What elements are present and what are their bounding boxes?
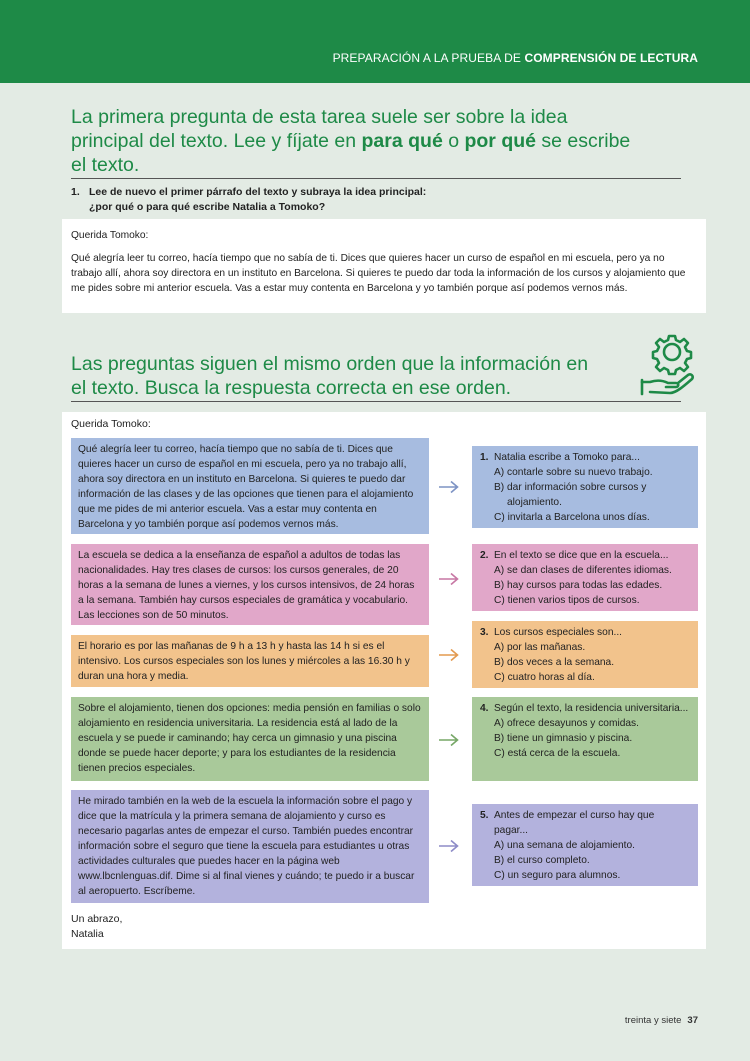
tip1-bold-por-que: por qué — [464, 130, 536, 152]
question-3 — [472, 621, 698, 688]
letter-paragraph-2: La escuela se dedica a la enseñanza de español a adultos de todas las nacionalidades. Hay tres clases de cursos: los cursos generales, de 20 horas a la semana de lunes a viernes, y los cursos intensivos, de 24 horas a la semana. También hay cursos especiales de gramática y vocabulario. Las lecciones son de 50 minutos. — [71, 544, 429, 625]
arrow-right-icon — [438, 648, 460, 662]
question-1 — [472, 446, 698, 528]
question-number: 4. — [480, 703, 489, 714]
option-b-continued: alojamiento. — [507, 497, 562, 508]
question-2 — [472, 544, 698, 611]
option-c[interactable]: C) está cerca de la escuela. — [494, 748, 621, 759]
option-c[interactable]: C) invitarla a Barcelona unos días. — [494, 512, 650, 523]
page-number-words: treinta y siete — [624, 1015, 682, 1026]
question-stem: Natalia escribe a Tomoko para... — [494, 452, 640, 463]
page-footer — [625, 1015, 698, 1026]
option-a[interactable]: A) contarle sobre su nuevo trabajo. — [494, 467, 653, 478]
question-4 — [472, 697, 698, 781]
question-stem: En el texto se dice que en la escuela... — [494, 550, 669, 561]
divider — [71, 178, 681, 179]
option-b[interactable]: B) dos veces a la semana. — [494, 657, 615, 668]
task-line2: ¿por qué o para qué escribe Natalia a Tomoko? — [89, 201, 326, 213]
signoff-name: Natalia — [71, 928, 104, 940]
question-stem: Antes de empezar el curso hay que pagar... — [494, 810, 655, 836]
option-b[interactable]: B) dar información sobre cursos y — [494, 482, 647, 493]
task-number: 1. — [71, 186, 80, 198]
letter-paragraph-4: Sobre el alojamiento, tienen dos opciones: media pensión en familias o solo alojamiento en residencia universitaria. La residencia está al lado de la escuela y se puede ir caminando; hay cerca un gimnasio y una piscina donde se puede hacer deporte; y para los estudiantes de la residencia tienen precios especiales. — [71, 697, 429, 781]
tip1-text: La primera pregunta de esta tarea suele ser sobre la idea principal del texto. Lee y fíjate en — [71, 106, 568, 152]
letter-excerpt — [62, 219, 706, 313]
section-header — [333, 51, 698, 65]
option-c[interactable]: C) tienen varios tipos de cursos. — [494, 595, 640, 606]
section-header-prefix: PREPARACIÓN A LA PRUEBA DE — [332, 51, 525, 65]
task-instruction — [71, 185, 671, 215]
tip1-text-end: se escribe el texto. — [71, 130, 631, 176]
option-a[interactable]: A) una semana de alojamiento. — [494, 840, 636, 851]
question-number: 3. — [480, 627, 489, 638]
option-b[interactable]: B) hay cursos para todas las edades. — [494, 580, 663, 591]
option-a[interactable]: A) por las mañanas. — [494, 642, 586, 653]
gear-in-hand-icon — [636, 330, 698, 398]
arrow-right-icon — [438, 480, 460, 494]
letter-greeting: Querida Tomoko: — [71, 230, 149, 241]
option-a[interactable]: A) ofrece desayunos y comidas. — [494, 718, 639, 729]
letter-body: Qué alegría leer tu correo, hacía tiempo que no sabía de ti. Dices que quieres hacer un curso de español en mi escuela, pero ya no trabajo allí, ahora soy directora en un instituto en Barcelona. Si quieres te puedo dar toda la información de los cursos y alojamiento que me pides sobre mi anterior escuela. Vas a estar muy contenta en Barcelona y yo también porque así podemos vernos más. — [71, 253, 686, 294]
letter-paragraph-3: El horario es por las mañanas de 9 h a 13 h y hasta las 14 h si es el intensivo. Los cursos especiales son los lunes y miércoles a las 16.30 h y duran una hora y media. — [71, 635, 429, 687]
divider — [71, 401, 681, 402]
question-number: 5. — [480, 810, 489, 821]
question-stem: Según el texto, la residencia universitaria... — [494, 703, 689, 714]
main-letter-greeting: Querida Tomoko: — [71, 418, 151, 430]
option-c[interactable]: C) un seguro para alumnos. — [494, 870, 621, 881]
letter-paragraph-5: He mirado también en la web de la escuela la información sobre el pago y dice que la matrícula y la primera semana de alojamiento y curso es necesario pagarlas antes de empezar el curso. También puedes encontrar información sobre el seguro que tiene la escuela para estudiantes u otras actividades culturales que puedes hacer en la página web www.lbcnlenguas.dif. Dime si al final vienes y cuándo; te puedo ir a buscar al aeropuerto. Escríbeme. — [71, 790, 429, 903]
question-number: 2. — [480, 550, 489, 561]
option-b[interactable]: B) tiene un gimnasio y piscina. — [494, 733, 633, 744]
tip-heading-order: Las preguntas siguen el mismo orden que la información en el texto. Busca la respuesta correcta en ese orden. — [71, 353, 589, 399]
header-band — [0, 0, 750, 83]
tip1-bold-para-que: para qué — [361, 130, 443, 152]
arrow-right-icon — [438, 572, 460, 586]
option-b[interactable]: B) el curso completo. — [494, 855, 590, 866]
section-header-bold: COMPRENSIÓN DE LECTURA — [524, 51, 698, 65]
tip1-text-o: o — [442, 130, 465, 152]
arrow-right-icon — [438, 839, 460, 853]
letter-signoff — [71, 912, 122, 942]
option-a[interactable]: A) se dan clases de diferentes idiomas. — [494, 565, 672, 576]
page-number: 37 — [687, 1015, 698, 1026]
question-stem: Los cursos especiales son... — [494, 627, 622, 638]
option-c[interactable]: C) cuatro horas al día. — [494, 672, 595, 683]
arrow-right-icon — [438, 733, 460, 747]
signoff-closing: Un abrazo, — [71, 913, 123, 925]
question-number: 1. — [480, 452, 489, 463]
question-5 — [472, 804, 698, 886]
tip-heading-main-idea — [71, 105, 631, 177]
task-line1: Lee de nuevo el primer párrafo del texto y subraya la idea principal: — [89, 186, 427, 198]
letter-paragraph-1: Qué alegría leer tu correo, hacía tiempo que no sabía de ti. Dices que quieres hacer un curso de español en mi escuela, pero ya no trabajo allí, ahora soy directora en un instituto en Barcelona. Si quieres te puedo dar información de las clases y de las opciones que tienen para el alojamiento que me pides de mi anterior escuela. Vas a estar muy contenta en Barcelona y yo también porque así podemos vernos más. — [71, 438, 429, 534]
